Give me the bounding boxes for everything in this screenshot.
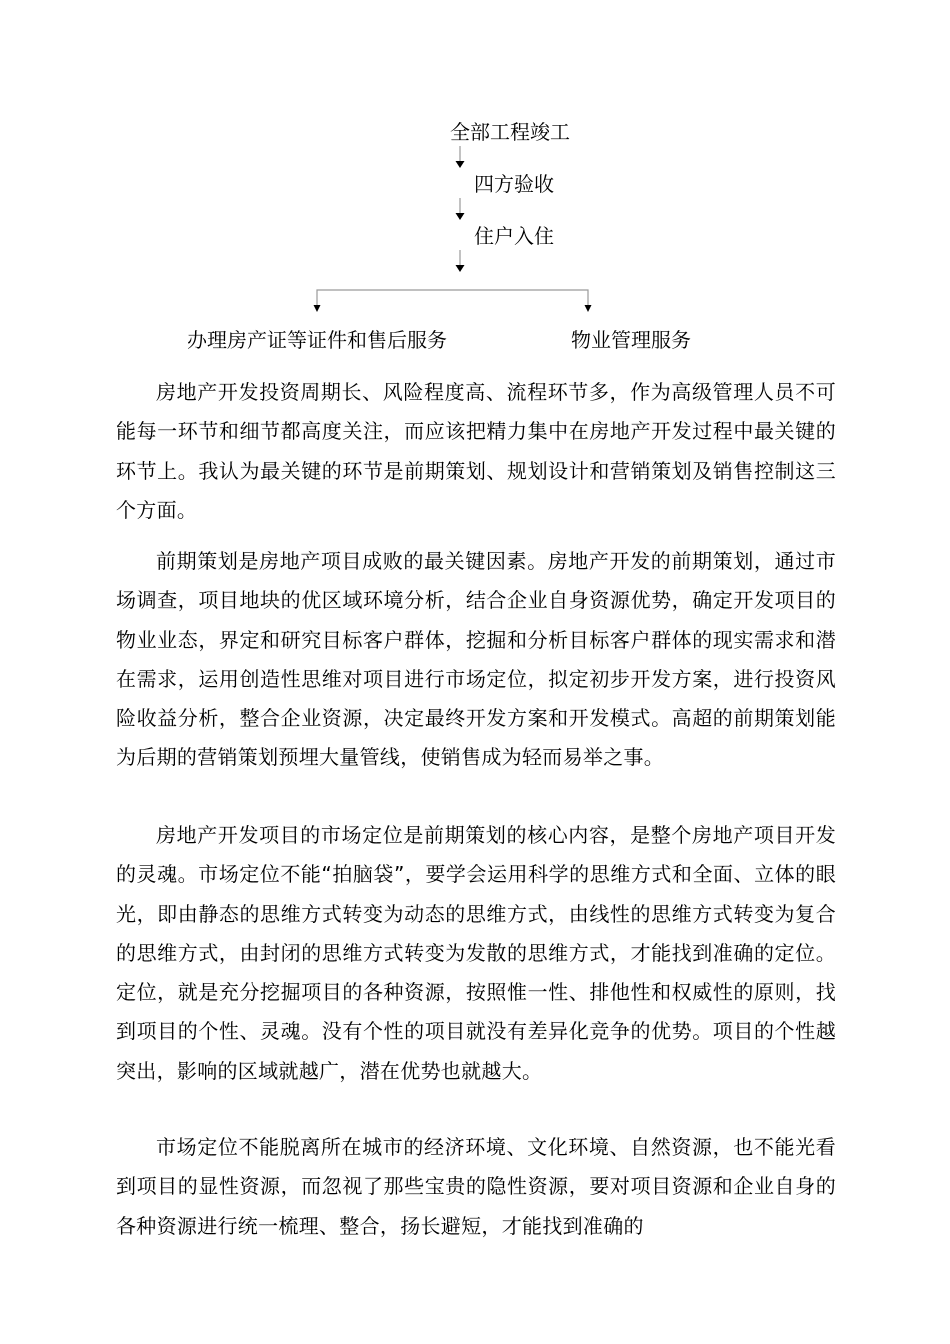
arrow-down-icon	[456, 161, 465, 168]
flow-step-move-in: 住户入住	[474, 224, 554, 248]
arrow-down-icon	[456, 213, 465, 220]
flow-branch-certificates: 办理房产证等证件和售后服务	[187, 328, 447, 352]
flow-step-completion: 全部工程竣工	[450, 120, 570, 144]
paragraph-3: 房地产开发项目的市场定位是前期策划的核心内容，是整个房地产项目开发的灵魂。市场定位不能“拍脑袋”，要学会运用科学的思维方式和全面、立体的眼光，即由静态的思维方式转变为动态的思维方式，由线性的思维方式转变为复合的思维方式，由封闭的思维方式转变为发散的思维方式，才能找到准确的定位。定位，就是充分挖掘项目的各种资源，按照惟一性、排他性和权威性的原则，找到项目的个性、灵魂。没有个性的项目就没有差异化竞争的优势。项目的个性越突出，影响的区域就越广，潜在优势也就越大。	[116, 823, 836, 1083]
arrow-down-icon	[314, 305, 321, 312]
flow-branch-property-mgmt: 物业管理服务	[571, 328, 691, 352]
paragraph-4: 市场定位不能脱离所在城市的经济环境、文化环境、自然资源，也不能光看到项目的显性资源，而忽视了那些宝贵的隐性资源，要对项目资源和企业自身的各种资源进行统一梳理、整合，扬长避短，才能找到准确的	[116, 1135, 836, 1238]
paragraph-1: 房地产开发投资周期长、风险程度高、流程环节多，作为高级管理人员不可能每一环节和细节都高度关注，而应该把精力集中在房地产开发过程中最关键的环节上。我认为最关键的环节是前期策划、规划设计和营销策划及销售控制这三个方面。	[116, 380, 836, 522]
flow-step-acceptance: 四方验收	[474, 172, 554, 196]
arrow-down-icon	[456, 265, 465, 272]
paragraph-2: 前期策划是房地产项目成败的最关键因素。房地产开发的前期策划，通过市场调查，项目地块的优区域环境分析，结合企业自身资源优势，确定开发项目的物业业态，界定和研究目标客户群体，挖掘和分析目标客户群体的现实需求和潜在需求，运用创造性思维对项目进行市场定位，拟定初步开发方案，进行投资风险收益分析，整合企业资源，决定最终开发方案和开发模式。高超的前期策划能为后期的营销策划预埋大量管线，使销售成为轻而易举之事。	[116, 549, 836, 770]
branch-connector	[317, 290, 588, 305]
arrow-down-icon	[585, 305, 592, 312]
